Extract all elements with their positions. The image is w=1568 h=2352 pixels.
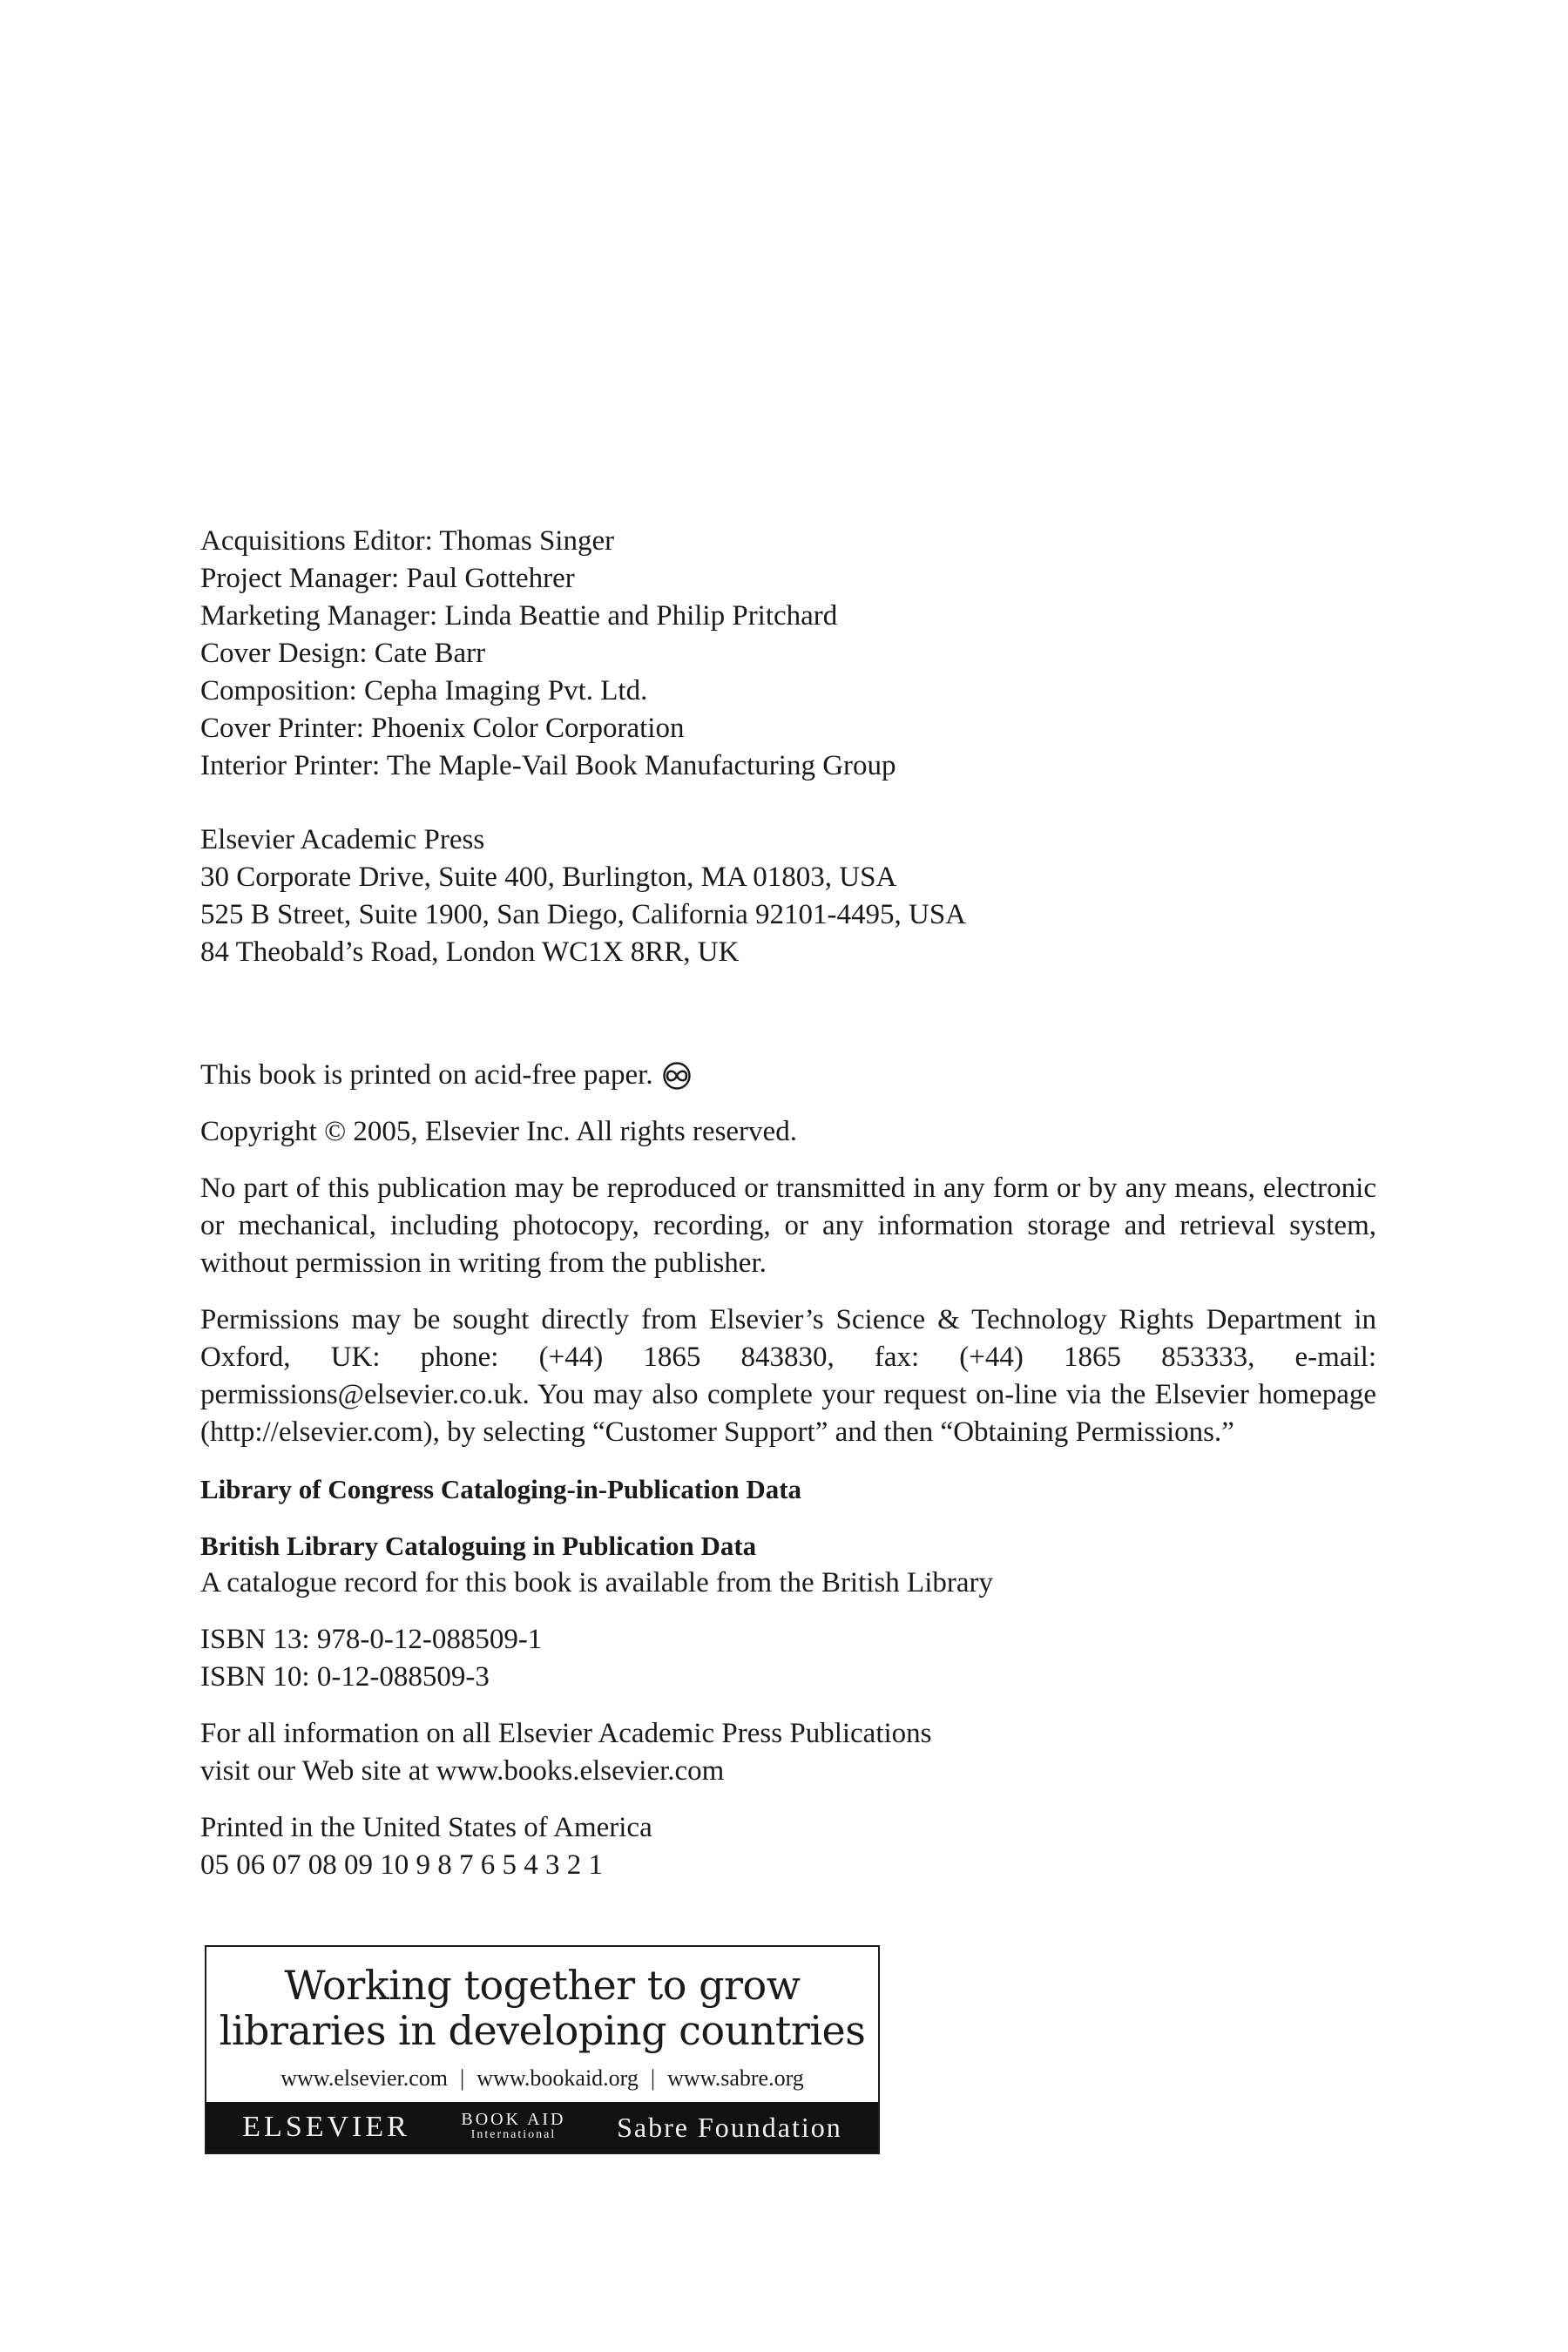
- publisher-address-block: [200, 821, 1376, 971]
- link-elsevier[interactable]: www.elsevier.com: [280, 2065, 449, 2091]
- sabre-foundation-logo: Sabre Foundation: [617, 2111, 842, 2143]
- book-aid-banner: [205, 1945, 880, 2154]
- british-library-block: [200, 1527, 1376, 1602]
- bl-cip-text: A catalogue record for this book is available from the British Library: [200, 1567, 993, 1598]
- printed-in: Printed in the United States of America: [200, 1812, 652, 1843]
- print-line: 05 06 07 08 09 10 9 8 7 6 5 4 3 2 1: [200, 1849, 603, 1881]
- no-part-paragraph: No part of this publication may be reproduced or transmitted in any form or by any means, electronic or mechanical, including photocopy, recording, or any information storage and retrieval system, without permission in writing from the publisher.: [200, 1173, 1376, 1279]
- credit-interior-printer: Interior Printer: The Maple-Vail Book Manufacturing Group: [200, 750, 896, 781]
- isbn-10: ISBN 10: 0-12-088509-3: [200, 1661, 490, 1693]
- link-sabre[interactable]: www.sabre.org: [667, 2065, 804, 2091]
- loc-cip-heading: Library of Congress Cataloging-in-Publication Data: [200, 1474, 802, 1504]
- credit-acquisitions-editor: Acquisitions Editor: Thomas Singer: [200, 525, 615, 557]
- bookaid-logo-top: BOOK AID: [461, 2110, 566, 2129]
- info-line-1: For all information on all Elsevier Academic Press Publications: [200, 1718, 932, 1749]
- bl-cip-heading: British Library Cataloguing in Publication Data: [200, 1531, 757, 1561]
- credit-project-manager: Project Manager: Paul Gottehrer: [200, 563, 575, 594]
- credits-block: [200, 523, 1376, 785]
- page-content: [200, 523, 1376, 1884]
- acid-free-statement: [200, 1057, 1376, 1094]
- credit-cover-design: Cover Design: Cate Barr: [200, 638, 486, 669]
- elsevier-logo: ELSEVIER: [242, 2111, 410, 2143]
- copyright-notice: Copyright © 2005, Elsevier Inc. All rights reserved.: [200, 1116, 797, 1147]
- acid-free-text: This book is printed on acid-free paper.: [200, 1059, 653, 1091]
- link-separator: |: [460, 2065, 465, 2091]
- bookaid-logo-bottom: International: [470, 2128, 557, 2141]
- bookaid-logo: [461, 2112, 565, 2143]
- website-info-block: [200, 1715, 1376, 1790]
- banner-headline: [206, 1963, 878, 2053]
- banner-logo-bar: [206, 2102, 878, 2153]
- banner-headline-line-2: libraries in developing countries: [219, 2007, 866, 2054]
- acid-free-paper-icon: [662, 1061, 692, 1091]
- credit-composition: Composition: Cepha Imaging Pvt. Ltd.: [200, 675, 648, 706]
- info-line-2: visit our Web site at www.books.elsevier.com: [200, 1755, 725, 1787]
- credit-marketing-manager: Marketing Manager: Linda Beattie and Philip Pritchard: [200, 600, 838, 632]
- address-burlington: 30 Corporate Drive, Suite 400, Burlington, MA 01803, USA: [200, 862, 897, 893]
- permissions-paragraph: Permissions may be sought directly from Elsevier’s Science & Technology Rights Department in Oxford, UK: phone: (+44) 1865 843830, fax: (+44) 1865 853333, e-mail: permissions@elsevier.co.uk. You may also complete your request on-line via the Elsevier homepage (http://elsevier.com), by selecting “Customer Support” and then “Obtaining Permissions.”: [200, 1304, 1376, 1448]
- link-separator: |: [650, 2065, 656, 2091]
- printing-block: [200, 1809, 1376, 1884]
- banner-headline-line-1: Working together to grow: [284, 1962, 801, 2009]
- address-san-diego: 525 B Street, Suite 1900, San Diego, California 92101-4495, USA: [200, 899, 967, 930]
- publisher-name: Elsevier Academic Press: [200, 824, 485, 855]
- isbn-13: ISBN 13: 978-0-12-088509-1: [200, 1624, 543, 1655]
- address-london: 84 Theobald’s Road, London WC1X 8RR, UK: [200, 936, 740, 968]
- credit-cover-printer: Cover Printer: Phoenix Color Corporation: [200, 713, 685, 744]
- banner-links: [206, 2065, 878, 2092]
- link-bookaid[interactable]: www.bookaid.org: [476, 2065, 639, 2091]
- isbn-block: [200, 1621, 1376, 1696]
